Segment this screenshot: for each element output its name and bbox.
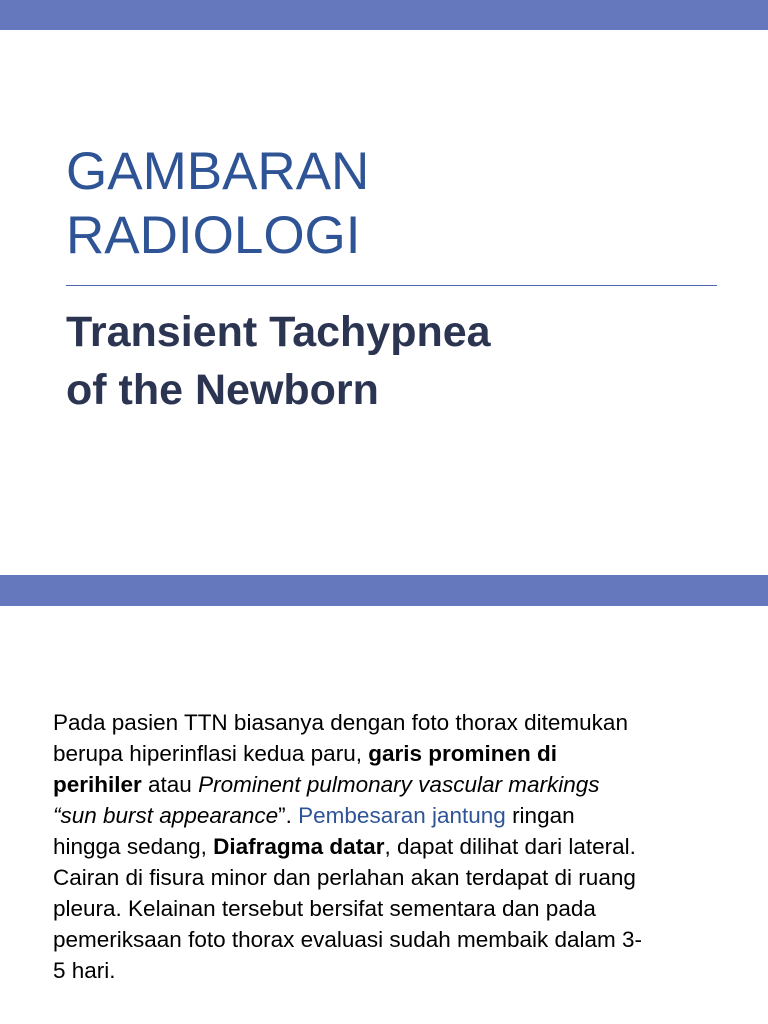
accent-term-pembesaran-jantung: Pembesaran jantung xyxy=(298,803,506,828)
slide-title-line-2: RADIOLOGI xyxy=(66,206,361,265)
section-accent-bar xyxy=(0,575,768,606)
body-line-7 xyxy=(53,893,743,924)
body-text-run: berupa hiperinflasi kedua paru, xyxy=(53,741,369,766)
slide-subtitle-line-2: of the Newborn xyxy=(66,366,379,414)
body-line-4 xyxy=(53,800,743,831)
body-text-run: Cairan di fisura minor dan perlahan akan terdapat di ruang xyxy=(53,865,636,890)
slide-title-line-1: GAMBARAN xyxy=(66,142,370,201)
italic-term-sun-burst: “sun burst appearance xyxy=(53,803,279,828)
body-text-run: , dapat dilihat dari lateral. xyxy=(384,834,636,859)
bold-term-perihiler: perihiler xyxy=(53,772,142,797)
body-text-run: pleura. Kelainan tersebut bersifat sementara dan pada xyxy=(53,896,596,921)
top-accent-bar xyxy=(0,0,768,30)
body-line-9 xyxy=(53,955,743,986)
italic-term-vascular-markings: Prominent pulmonary vascular markings xyxy=(198,772,600,797)
body-line-6 xyxy=(53,862,743,893)
body-text-run: 5 hari. xyxy=(53,958,116,983)
body-text-run: pemeriksaan foto thorax evaluasi sudah membaik dalam 3- xyxy=(53,927,643,952)
body-line-5 xyxy=(53,831,743,862)
body-text-run: atau xyxy=(141,772,199,797)
slide-subtitle-line-1: Transient Tachypnea xyxy=(66,308,491,356)
body-line-3 xyxy=(53,769,743,800)
slide-title xyxy=(66,140,706,268)
title-divider xyxy=(66,285,717,286)
body-text-run: ”. xyxy=(278,803,299,828)
slide-subtitle xyxy=(66,303,706,419)
body-paragraph xyxy=(53,707,743,986)
body-line-8 xyxy=(53,924,743,955)
body-line-2 xyxy=(53,738,743,769)
body-text-run: ringan xyxy=(505,803,575,828)
bold-term-garis-prominen: garis prominen di xyxy=(368,741,557,766)
body-text-run: hingga sedang, xyxy=(53,834,214,859)
bold-term-diafragma-datar: Diafragma datar xyxy=(213,834,385,859)
body-line-1 xyxy=(53,707,743,738)
body-text-run: Pada pasien TTN biasanya dengan foto thorax ditemukan xyxy=(53,710,628,735)
